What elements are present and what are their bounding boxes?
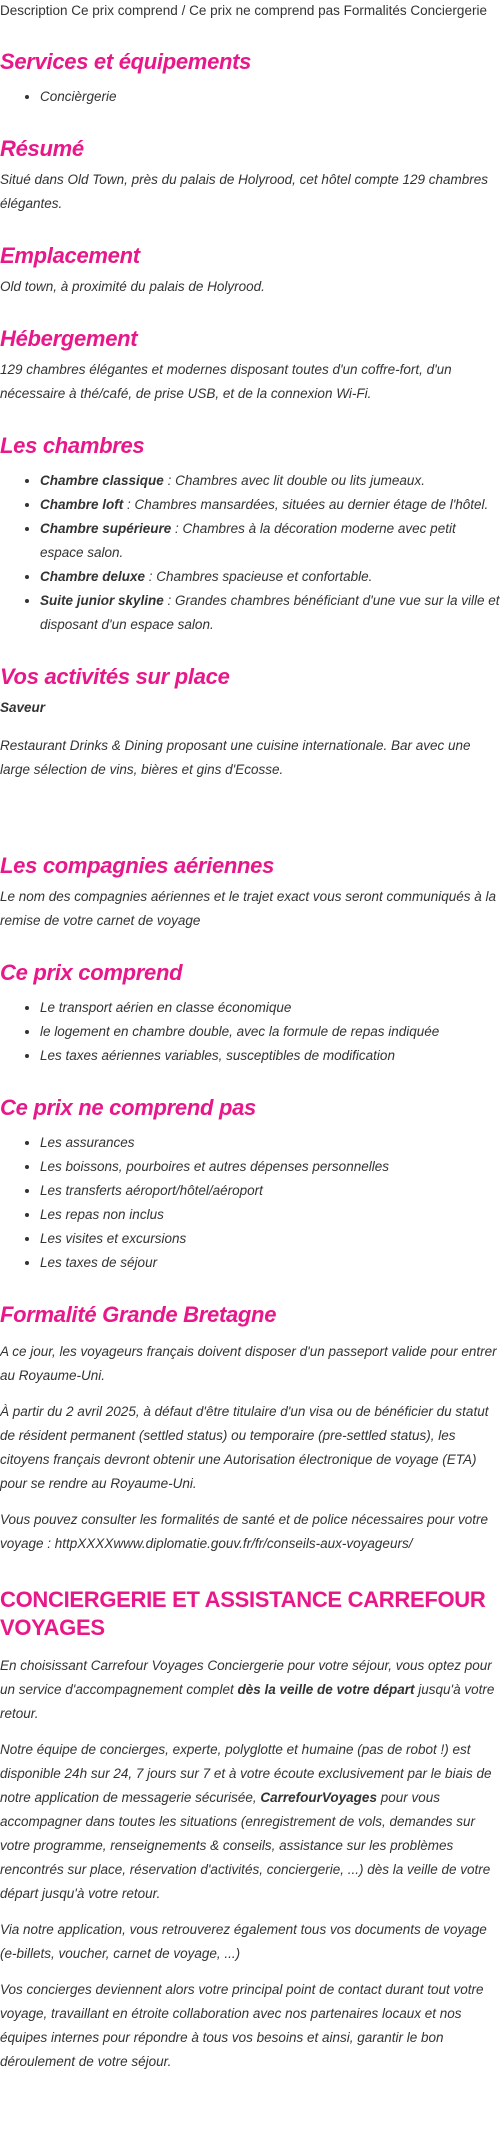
room-desc: : Grandes chambres bénéficiant d'une vue sur la ville et disposant d'un espace salon. — [40, 593, 500, 632]
room-name: Chambre classique — [40, 473, 164, 488]
spacer — [0, 782, 500, 826]
list-item — [40, 469, 500, 493]
list-item: • Les visites et excursions — [40, 1227, 500, 1251]
formalite-text-1: A ce jour, les voyageurs français doivent disposer d'un passeport valide pour entrer au Royaume-Uni. — [0, 1344, 497, 1383]
list-item — [40, 589, 500, 637]
list-item — [40, 517, 500, 565]
text-run: jusqu'à votre retour. — [0, 1682, 495, 1721]
room-desc: : Chambres avec lit double ou lits jumeaux. — [163, 473, 425, 488]
text-run: En choisissant Carrefour Voyages Conciergerie pour votre séjour, vous optez pour un service d'accompagnement complet — [0, 1658, 492, 1697]
chambres-list — [0, 469, 500, 637]
text-run: Notre équipe de concierges, experte, polyglotte et humaine (pas de robot !) est disponible 24h sur 24, 7 jours sur 7 et à votre écoute exclusivement par le biais de notre application de messagerie sécurisée, — [0, 1742, 492, 1805]
list-item: • le logement en chambre double, avec la formule de repas indiquée — [40, 1020, 500, 1044]
room-desc: : Chambres à la décoration moderne avec petit espace salon. — [40, 521, 456, 560]
hebergement-text: 129 chambres élégantes et modernes disposant toutes d'un coffre-fort, d'un nécessaire à thé/café, de prise USB, et de la connexion Wi-Fi. — [0, 362, 452, 401]
comprend-heading: Ce prix comprend — [0, 960, 183, 985]
services-list — [0, 85, 500, 109]
services-heading: Services et équipements — [0, 49, 252, 74]
formalite-text-3: Vous pouvez consulter les formalités de santé et de police nécessaires pour votre voyage : httpXXXXwww.diplomatie.gouv.fr/fr/conseils-aux-voyageurs/ — [0, 1512, 489, 1551]
formalite-text-2: À partir du 2 avril 2025, à défaut d'être titulaire d'un visa ou de bénéficier du statut de résident permanent (settled status) ou temporaire (pre-settled status), les citoyens français devront obtenir une Autorisation électronique de voyage (ETA) pour se rendre au Royaume-Uni. — [0, 1404, 489, 1491]
room-desc: : Chambres spacieuse et confortable. — [145, 569, 373, 584]
list-item: • Concièrgerie — [40, 85, 500, 109]
room-name: Chambre deluxe — [40, 569, 146, 584]
conciergerie-heading: CONCIERGERIE ET ASSISTANCE CARREFOUR VOYAGES — [0, 1587, 486, 1640]
room-desc: : Chambres mansardées, situées au dernier étage de l'hôtel. — [123, 497, 489, 512]
conciergerie-text-1 — [0, 1654, 500, 1726]
hebergement-heading: Hébergement — [0, 326, 138, 351]
conciergerie-text-2 — [0, 1738, 500, 1906]
formalite-heading: Formalité Grande Bretagne — [0, 1302, 277, 1327]
list-item: • Les boissons, pourboires et autres dépenses personnelles — [40, 1155, 500, 1179]
room-name: Chambre supérieure — [40, 521, 172, 536]
list-item: • Les repas non inclus — [40, 1203, 500, 1227]
list-item — [40, 493, 500, 517]
ne-comprend-heading: Ce prix ne comprend pas — [0, 1095, 256, 1120]
activites-heading: Vos activités sur place — [0, 664, 230, 689]
resume-heading: Résumé — [0, 136, 84, 161]
chambres-heading: Les chambres — [0, 433, 145, 458]
list-item: • Les assurances — [40, 1131, 500, 1155]
room-name: Chambre loft — [40, 497, 124, 512]
list-item: • Les taxes de séjour — [40, 1251, 500, 1275]
list-item: • Les transferts aéroport/hôtel/aéroport — [40, 1179, 500, 1203]
list-item: • Les taxes aériennes variables, susceptibles de modification — [40, 1044, 500, 1068]
app-name: CarrefourVoyages — [260, 1790, 377, 1805]
activites-subtitle: Saveur — [0, 700, 46, 715]
conciergerie-text-4: Vos concierges deviennent alors votre principal point de contact durant tout votre voyage, travaillant en étroite collaboration avec nos partenaires locaux et nos équipes internes pour répondre à tous vos besoins et ainsi, garantir le bon déroulement de votre séjour. — [0, 1982, 484, 2069]
room-name: Suite junior skyline — [40, 593, 164, 608]
emplacement-heading: Emplacement — [0, 243, 140, 268]
breadcrumb: Description Ce prix comprend / Ce prix ne comprend pas Formalités Conciergerie — [0, 3, 487, 18]
ne-comprend-list — [0, 1131, 500, 1275]
emphasis-text: dès la veille de votre départ — [237, 1682, 415, 1697]
compagnies-text: Le nom des compagnies aériennes et le trajet exact vous seront communiqués à la remise de votre carnet de voyage — [0, 889, 497, 928]
resume-text: Situé dans Old Town, près du palais de Holyrood, cet hôtel compte 129 chambres élégantes. — [0, 172, 489, 211]
compagnies-heading: Les compagnies aériennes — [0, 853, 275, 878]
text-run: pour vous accompagner dans toutes les situations (enregistrement de vols, demandes sur votre programme, renseignements & conseils, assistance sur les problèmes rencontrés sur place, réservation d'activités, conciergerie, ...) dès la veille de votre départ jusqu'à votre retour. — [0, 1790, 491, 1901]
activites-text: Restaurant Drinks & Dining proposant une cuisine internationale. Bar avec une large sélection de vins, bières et gins d'Ecosse. — [0, 738, 471, 777]
list-item — [40, 565, 500, 589]
list-item: • Le transport aérien en classe économique — [40, 996, 500, 1020]
emplacement-text: Old town, à proximité du palais de Holyrood. — [0, 279, 265, 294]
conciergerie-text-3: Via notre application, vous retrouverez également tous vos documents de voyage (e-billets, voucher, carnet de voyage, ...) — [0, 1922, 487, 1961]
comprend-list — [0, 996, 500, 1068]
